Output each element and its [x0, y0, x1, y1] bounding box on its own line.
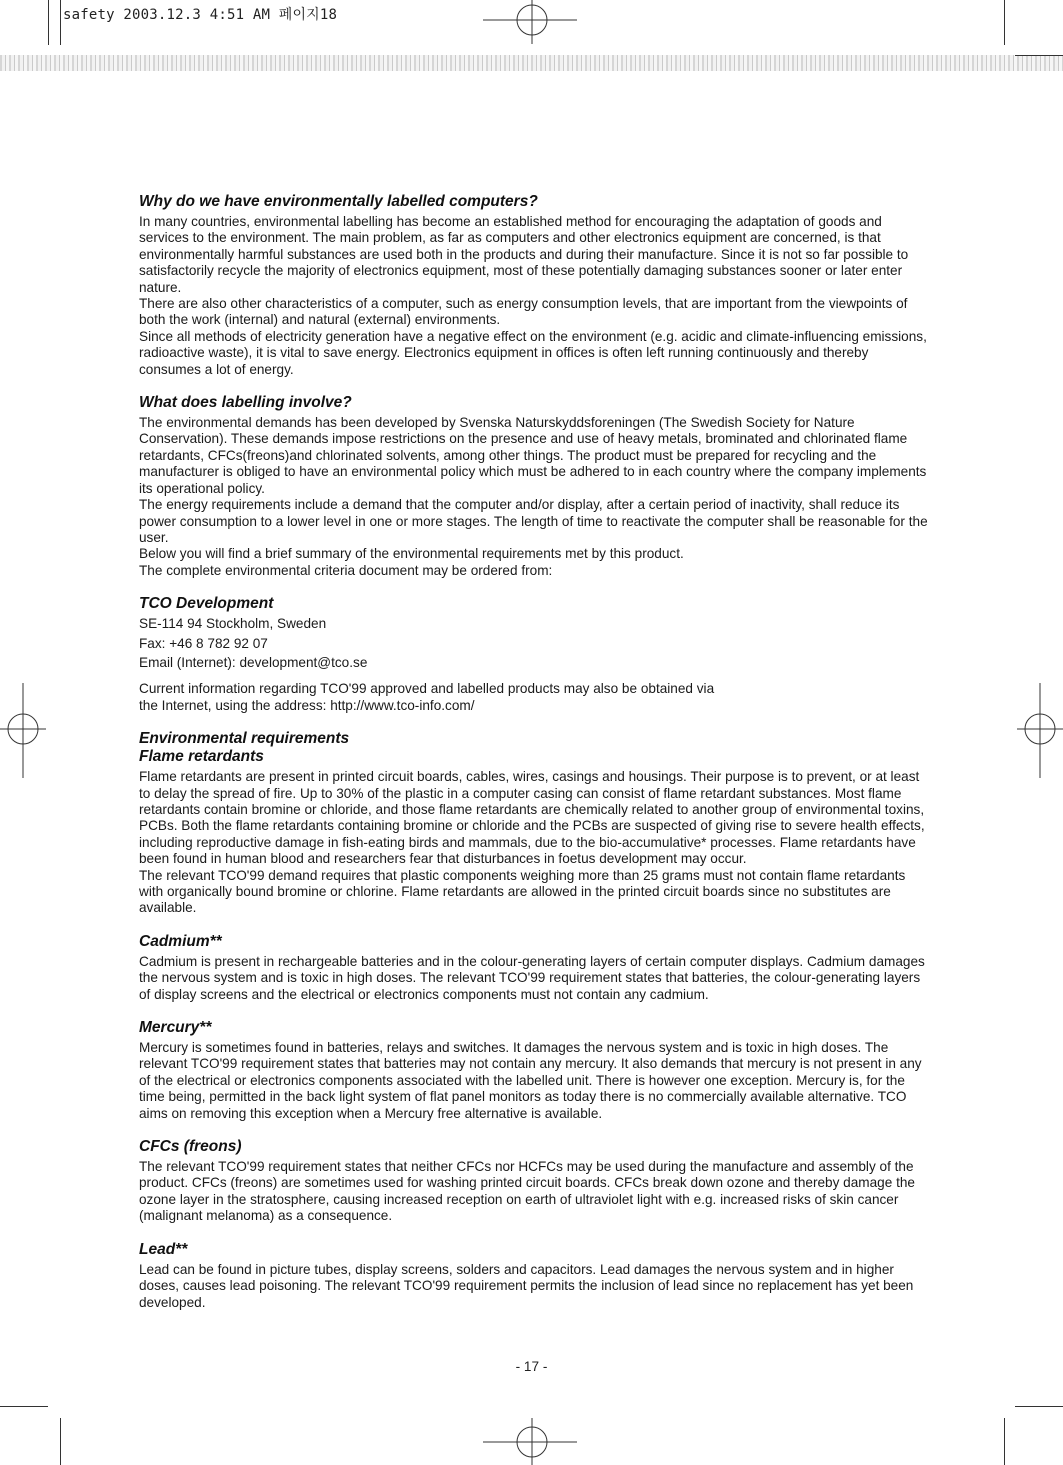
- print-slug: safety 2003.12.3 4:51 AM 페이지18: [63, 7, 338, 23]
- heading-why: Why do we have environmentally labelled computers?: [139, 193, 538, 210]
- email-address: Email (Internet): development@tco.se: [139, 654, 368, 670]
- heading-lead: Lead**: [139, 1240, 188, 1258]
- crop-mark-bottom-left: [60, 1418, 61, 1465]
- paragraph: In many countries, environmental labelling has become an established method for encouraging the adaptation of goods and services to the environment. The main problem, as far as computers and other electronics equipment are concerned, is that environmentally harmful substances are used both in the products and during their manufacture. Since it is not so far possible to satisfactorily recycle the majority of electronics equipment, most of these potentially damaging substances sooner or later enter nature.: [139, 214, 909, 295]
- heading-cfcs: CFCs (freons): [139, 1138, 242, 1156]
- registration-mark-bottom: [480, 1418, 580, 1465]
- postal-address: SE-114 94 Stockholm, Sweden: [139, 616, 327, 632]
- paragraph: Mercury is sometimes found in batteries, relays and switches. It damages the nervous system and is toxic in high doses. The relevant TCO'99 requirement states that batteries may not contain any mercury. It also demands that mercury is not present in any of the electrical or electronics components associated with the labelled unit. There is however one exception. Mercury is, for the time being, permitted in the back light system of flat panel monitors as today there is no commercially available alternative. TCO aims on removing this exception when a Mercury free alternative is available.: [139, 1040, 922, 1121]
- crop-mark-top-left-vertical: [60, 0, 61, 45]
- crop-mark-bottom-left-h: [0, 1406, 48, 1407]
- heading-labelling: What does labelling involve?: [139, 394, 352, 412]
- section-lead: [139, 1241, 929, 1311]
- crop-mark-bottom-right: [1004, 1418, 1005, 1465]
- paragraph: The relevant TCO'99 demand requires that plastic components weighing more than 25 grams must not contain flame retardants with organically bound bromine or chlorine. Flame retardants are allowed in the printed circuit boards since no substitutes are available.: [139, 867, 906, 916]
- section-cfcs: [139, 1138, 929, 1225]
- heading-cadmium: Cadmium**: [139, 932, 222, 950]
- crop-mark-top-right-h: [1015, 55, 1063, 56]
- crop-mark-bottom-right-h: [1015, 1406, 1063, 1407]
- heading-flame-retardants: Flame retardants: [139, 748, 264, 766]
- section-mercury: [139, 1019, 929, 1122]
- scan-artifact-band: [0, 55, 1063, 71]
- info-line: Current information regarding TCO'99 approved and labelled products may also be obtained via: [139, 681, 715, 697]
- crop-mark-top-right: [1004, 0, 1005, 45]
- registration-mark-left: [0, 683, 46, 778]
- section-flame-retardants: [139, 730, 929, 917]
- paragraph: The environmental demands has been developed by Svenska Naturskyddsforeningen (The Swedish Society for Nature Conservation). These demands impose restrictions on the presence and use of heavy metals, brominated and chlorinated flame retardants, CFCs(freons)and chlorinated solvents, among other things. The product must be prepared for recycling and the manufacturer is obliged to have an environmental policy which must be adhered to in each country where the company implements its operational policy.: [139, 415, 927, 496]
- paragraph: Lead can be found in picture tubes, display screens, solders and capacitors. Lead damages the nervous system and in higher doses, causes lead poisoning. The relevant TCO'99 requirement permits the inclusion of lead since no replacement has yet been developed.: [139, 1261, 914, 1310]
- paragraph: Flame retardants are present in printed circuit boards, cables, wires, casings and housings. Their purpose is to prevent, or at least to delay the spread of fire. Up to 30% of the plastic in a computer casing can consist of flame retardant substances. Most flame retardants contain bromine or chloride, and those flame retardants are chemically related to another group of environmental toxins, PCBs. Both the flame retardants containing bromine or chloride and the PCBs are suspected of giving rise to severe health effects, including reproductive damage in fish-eating birds and mammals, due to the bio-accumulative* processes. Flame retardants have been found in human blood and researchers fear that disturbances in foetus development may occur.: [139, 769, 925, 867]
- section-cadmium: [139, 933, 929, 1003]
- heading-environmental-requirements: Environmental requirements: [139, 730, 350, 748]
- paragraph: The energy requirements include a demand that the computer and/or display, after a certain period of inactivity, shall reduce its power consumption to a lower level in one or more stages. The length of time to reactivate the computer shall be reasonable for the user.: [139, 497, 928, 545]
- heading-tco-development: TCO Development: [139, 595, 274, 613]
- section-why: [139, 193, 929, 378]
- page-number: - 17 -: [515, 1359, 548, 1374]
- registration-mark-right: [1017, 683, 1063, 778]
- info-url-line: the Internet, using the address: http://www.tco-info.com/: [139, 697, 475, 713]
- paragraph: Below you will find a brief summary of the environmental requirements met by this product.: [139, 546, 684, 562]
- paragraph: The complete environmental criteria document may be ordered from:: [139, 562, 553, 578]
- section-tco-development: [139, 595, 929, 714]
- paragraph: Cadmium is present in rechargeable batteries and in the colour-generating layers of certain computer displays. Cadmium damages the nervous system and is toxic in high doses. The relevant TCO'99 requirement states that batteries, the colour-generating layers of display screens and the electrical or electronics components must not contain any cadmium.: [139, 953, 925, 1002]
- section-labelling: [139, 394, 929, 579]
- document-body: [139, 193, 929, 1311]
- crop-mark-top-left: [48, 0, 49, 45]
- paragraph: There are also other characteristics of a computer, such as energy consumption levels, that are important from the viewpoints of both the work (internal) and natural (external) environments.: [139, 296, 908, 328]
- heading-mercury: Mercury**: [139, 1019, 212, 1037]
- paragraph: Since all methods of electricity generation have a negative effect on the environment (e.g. acidic and climate-influencing emissions, radioactive waste), it is vital to save energy. Electronics equipment in offices is often left running continuously and thereby consumes a lot of energy.: [139, 328, 927, 377]
- paragraph: The relevant TCO'99 requirement states that neither CFCs nor HCFCs may be used during the manufacture and assembly of the product. CFCs (freons) are sometimes used for washing printed circuit boards. CFCs break down ozone and thereby damage the ozone layer in the stratosphere, causing increased reception on earth of ultraviolet light with e.g. increased risks of skin cancer (malignant melanoma) as a consequence.: [139, 1159, 915, 1224]
- registration-mark-top: [480, 0, 580, 44]
- fax-number: Fax: +46 8 782 92 07: [139, 635, 268, 651]
